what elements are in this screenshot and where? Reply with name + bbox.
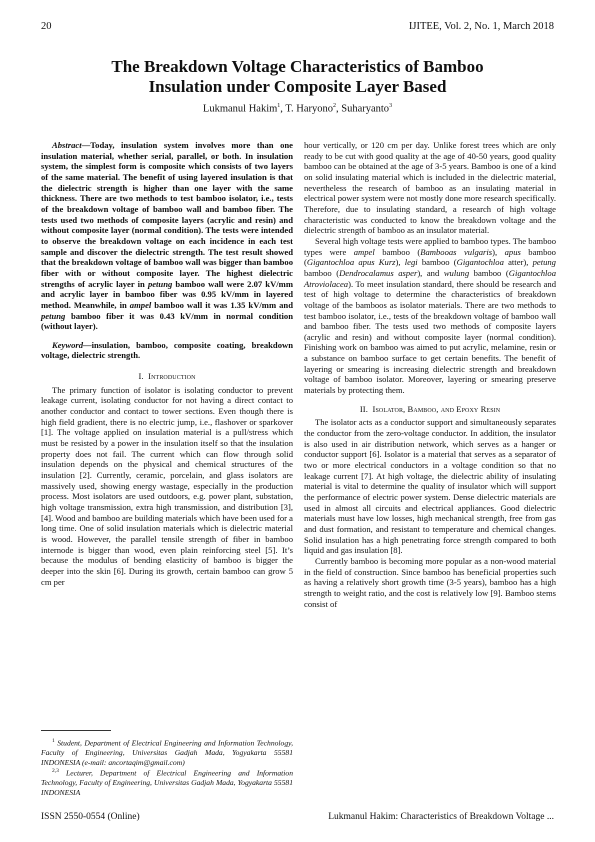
- abstract-label: Abstract: [52, 140, 82, 150]
- abstract-text: bamboo wall it was 1.35 kV/mm and: [151, 299, 293, 310]
- abstract-italic: petung: [41, 310, 66, 321]
- right-column: [304, 140, 556, 609]
- footnote-1: [41, 737, 293, 767]
- journal-header: IJITEE, Vol. 2, No. 1, March 2018: [408, 21, 554, 32]
- section-heading: [41, 371, 293, 382]
- title-line-1: The Breakdown Voltage Characteristics of Bamboo: [111, 57, 484, 76]
- left-column: [41, 140, 293, 587]
- paragraph: Currently bamboo is becoming more popular as a non-wood material in the field of construction. Since bamboo has beneficial properties such as having a relatively short growth time (3-5 years), bamboo has a high strength to weight ratio, and the cost is relatively low [9]. Bamboo stems consist of: [304, 555, 556, 609]
- author-2: , T. Haryono: [280, 103, 333, 115]
- paragraph: The isolator acts as a conductor support and simultaneously separates the conductor from the zero-voltage conductor. In addition, the insulator is also used in air distribution network, which serves as a hanger or conductor support [6]. Isolator is a material that serves as a separator of two or more electrical conductors in a voltage condition so that no leakage current [7]. At high voltage, the dielectric ability of insulating material is vital to determine the quality of insulator which will support the performance of electric power system. Dense dielectric materials are used in almost all circuits and electrical appliances. Good dielectric materials must have low losses, high mechanical strength, free from gas and dust formation, and resistant to temperature and chemical changes. Solid insulation has a high penetrating force strength compared to both liquid and gas insulation [8].: [304, 417, 556, 556]
- affil-mark: 2: [332, 103, 336, 109]
- footer-issn: ISSN 2550-0554 (Online): [41, 812, 140, 822]
- section-title: Introduction: [148, 371, 196, 382]
- paragraph: hour vertically, or 120 cm per day. Unlike forest trees which are only ready to be cut with good quality at the age of 40-50 years, good quality bamboo can be obtained at the age of 3-5 years. Bamboo is one of a kind on solid insulating material which is included in the dielectric material, nevertheless the research of bamboo as an insulating material in electrical power system were not mostly done more research specifically. Therefore, due to insulating standard, a research of high voltage characteristic was conducted to know the breakdown voltage and the dielectric strength of bamboo as an insulator material.: [304, 140, 556, 236]
- footnote: [41, 730, 293, 797]
- keywords: [41, 340, 293, 361]
- paragraph: Several high voltage tests were applied to bamboo types. The bamboo types were ampel bamboo (Bambooas vulgaris), apus bamboo (Gigantochloa apus Kurz), legi bamboo (Gigantochloa atter), petung bamboo (Dendrocalamus asper), and wulung bamboo (Gigantochloa Atroviolacea). To meet insulation standard, there should be research and test of high voltage to determine the characteristics of breakdown voltage of the bamboos as isolator materials. There are two methods to test bamboo isolator, i.e., tests of the breakdown voltage of bamboo wall and bamboo fiber. The tests used two methods of composite layers (acrylic and resin) and without composite layer (normal condition). Finishing work on bamboo was aimed to put acrylic, melamine, resin or a substance on bamboo surface to get certain benefits. The benefit of layering or smearing is increasing dielectric strength and breakdown voltage of bamboo isolator. Moreover, layering or smearing preserve materials by protecting them.: [304, 235, 557, 396]
- paragraph: The primary function of isolator is isolating conductor to prevent leakage current, isolating conductor for not having a direct contact to another conductor and contact to tower sections. Even though there is high field gradient, there is no electric jump, i.e., flashover or sparkover [1]. The voltage applied on insulation material is a pull/stress which must be resisted by a power in the insulation itself so that the insulation property does not fail. The current which can flow through solid insulation depends on the physical and chemical structures of the insulation [2]. Currently, ceramic, porcelain, and glass isolators are massively used, showing energy wastage, especially in the production process. Most isolators are used outdoors, e.g. power plant, substation, high voltage transmission, extra high transmission, and distribution [3], [4]. Wood and bamboo are building materials which have been used for a long time. One of solid insulation materials which is dielectric material is wood. However, the parallel tensile strength of fiber in bamboo internode is bigger than wood, even plain reinforcing steel [5]. It’s because the modulus of bending elasticity of bamboo is bigger the deeper into the skin [6]. During its growth, certain bamboo can grow 5 cm per: [41, 384, 293, 587]
- section-number: I.: [138, 371, 144, 382]
- affil-mark: 1: [277, 103, 281, 109]
- footnote-rule: [41, 730, 111, 731]
- abstract-text: —Today, insulation system involves more than one insulation material, whether serial, parallel, or both. In insulation system, the simplest form is composite which consists of two layers of the same material. The benefit of using layered insulation is that the dielectric strength is higher than one layer with the same thickness. There are two methods to test bamboo isolator, i.e., tests of the breakdown voltage of bamboo wall and bamboo fiber. The tests used two methods of composite layers (acrylic and resin) and without composite layer (normal condition). The tests were intended to observe the breakdown voltage on each incidence in each test sample and discover the dielectric strength. The test result showed that the breakdown voltage of bamboo wall was bigger than bamboo fiber with or without composite layer. The highest dielectric strengths of acrylic layer in: [41, 140, 293, 289]
- author-list: [50, 103, 545, 115]
- footnote-text: Student, Department of Electrical Engineering and Information Technology, Faculty of Engineering, Universitas Gadjah Mada, Yogyakarta 55581 INDONESIA (e-mail: ancortaqim@gmail.com): [41, 738, 293, 767]
- abstract-text: bamboo fiber it was 0.43 kV/mm in normal condition (without layer).: [41, 310, 293, 332]
- section-number: II.: [359, 403, 368, 414]
- footnote-mark: 1: [52, 738, 55, 744]
- affil-mark: 3: [389, 103, 393, 109]
- section-title: Isolator, Bamboo, and Epoxy Resin: [372, 403, 501, 414]
- footnote-text: Lecturer, Department of Electrical Engineering and Information Technology, Faculty of Engineering, Universitas Gadjah Mada, Yogyakarta 55581 INDONESIA: [41, 768, 293, 797]
- abstract: [41, 140, 293, 332]
- section-heading: [304, 404, 556, 415]
- abstract-italic: ampel: [129, 299, 152, 310]
- abstract-text: bamboo wall were 2.07 kV/mm and acrylic layer in bamboo fiber was 0.95 kV/mm in layered method. Meanwhile, in: [41, 278, 294, 310]
- author-1: Lukmanul Hakim: [202, 103, 278, 115]
- keywords-text: —insulation, bamboo, composite coating, breakdown voltage, dielectric strength.: [41, 339, 293, 361]
- abstract-italic: petung: [147, 278, 173, 289]
- footnote-2: [41, 767, 293, 797]
- footnote-mark: 2,3: [52, 768, 59, 775]
- paper-title: [50, 57, 545, 97]
- page-number: 20: [41, 21, 52, 32]
- title-line-2: Insulation under Composite Layer Based: [148, 77, 447, 96]
- footer-running-title: Lukmanul Hakim: Characteristics of Breakdown Voltage ...: [328, 812, 554, 822]
- author-3: , Suharyanto: [335, 103, 390, 115]
- keywords-label: Keyword: [52, 339, 84, 350]
